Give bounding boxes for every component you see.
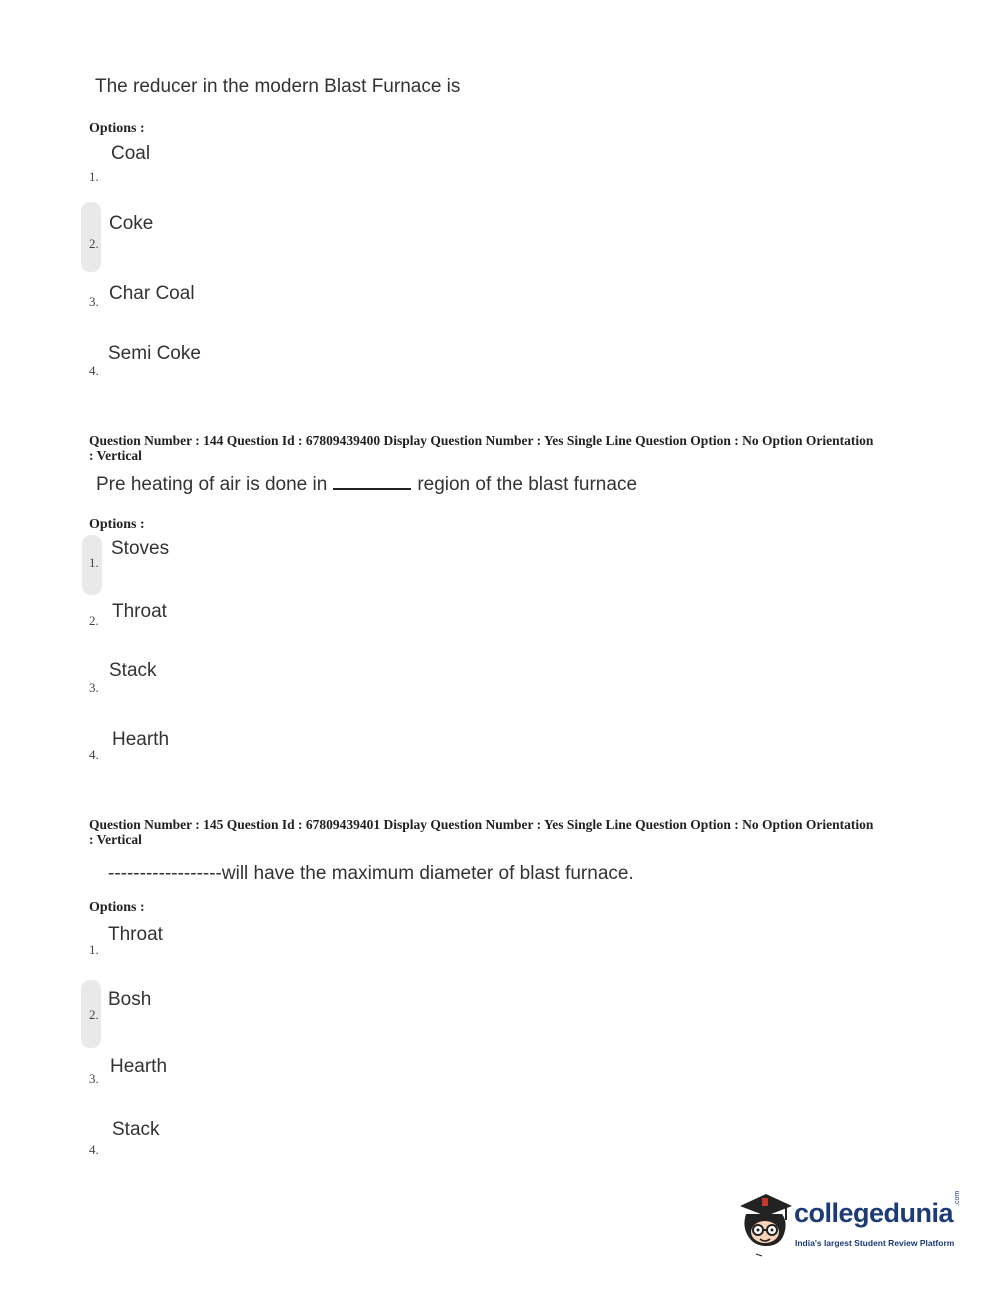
- option-text[interactable]: Hearth: [110, 1056, 168, 1077]
- option-text[interactable]: Stack: [109, 660, 157, 681]
- collegedunia-logo: [736, 1190, 966, 1260]
- option-text[interactable]: Char Coal: [109, 283, 195, 304]
- option-number: 2.: [89, 236, 99, 251]
- option-number: 2.: [89, 613, 99, 628]
- option-text[interactable]: Throat: [112, 601, 167, 622]
- option-text[interactable]: Throat: [108, 924, 163, 945]
- option-number: 1.: [89, 942, 99, 957]
- question-text: [96, 474, 637, 496]
- options-label: Options :: [89, 900, 145, 915]
- options-label: Options :: [89, 517, 145, 532]
- question-meta: Question Number : 144 Question Id : 67809439400 Display Question Number : Yes Single Line Question Option : No Option Orientation : Vertical: [89, 433, 874, 463]
- option-text[interactable]: Coal: [111, 143, 151, 164]
- question-text-before: Pre heating of air is done in: [96, 474, 328, 495]
- option-number: 3.: [89, 680, 99, 695]
- option-number: 1.: [89, 555, 99, 570]
- option-text[interactable]: Stoves: [111, 538, 170, 559]
- logo-suffix: .com: [954, 1190, 961, 1206]
- option-number: 1.: [89, 169, 99, 184]
- option-number: 4.: [89, 747, 99, 762]
- question-text: ------------------will have the maximum diameter of blast furnace.: [108, 863, 634, 884]
- option-number: 2.: [89, 1007, 99, 1022]
- logo-wordmark: collegedunia: [794, 1198, 954, 1228]
- option-text[interactable]: Semi Coke: [108, 343, 201, 364]
- question-text: The reducer in the modern Blast Furnace is: [95, 76, 461, 97]
- options-label: Options :: [89, 121, 145, 136]
- question-meta: Question Number : 145 Question Id : 67809439401 Display Question Number : Yes Single Line Question Option : No Option Orientation : Vertical: [89, 817, 874, 847]
- option-number: 4.: [89, 1142, 99, 1157]
- question-text-after: region of the blast furnace: [417, 474, 638, 495]
- student-mascot-icon: [736, 1190, 796, 1260]
- fill-blank: [333, 474, 411, 490]
- option-text[interactable]: Hearth: [112, 729, 170, 750]
- option-text[interactable]: Bosh: [108, 989, 152, 1010]
- option-number: 3.: [89, 294, 99, 309]
- option-number: 4.: [89, 363, 99, 378]
- option-text[interactable]: Stack: [112, 1119, 160, 1140]
- option-number: 3.: [89, 1071, 99, 1086]
- option-text[interactable]: Coke: [109, 213, 154, 234]
- logo-tagline: India's largest Student Review Platform: [795, 1238, 955, 1248]
